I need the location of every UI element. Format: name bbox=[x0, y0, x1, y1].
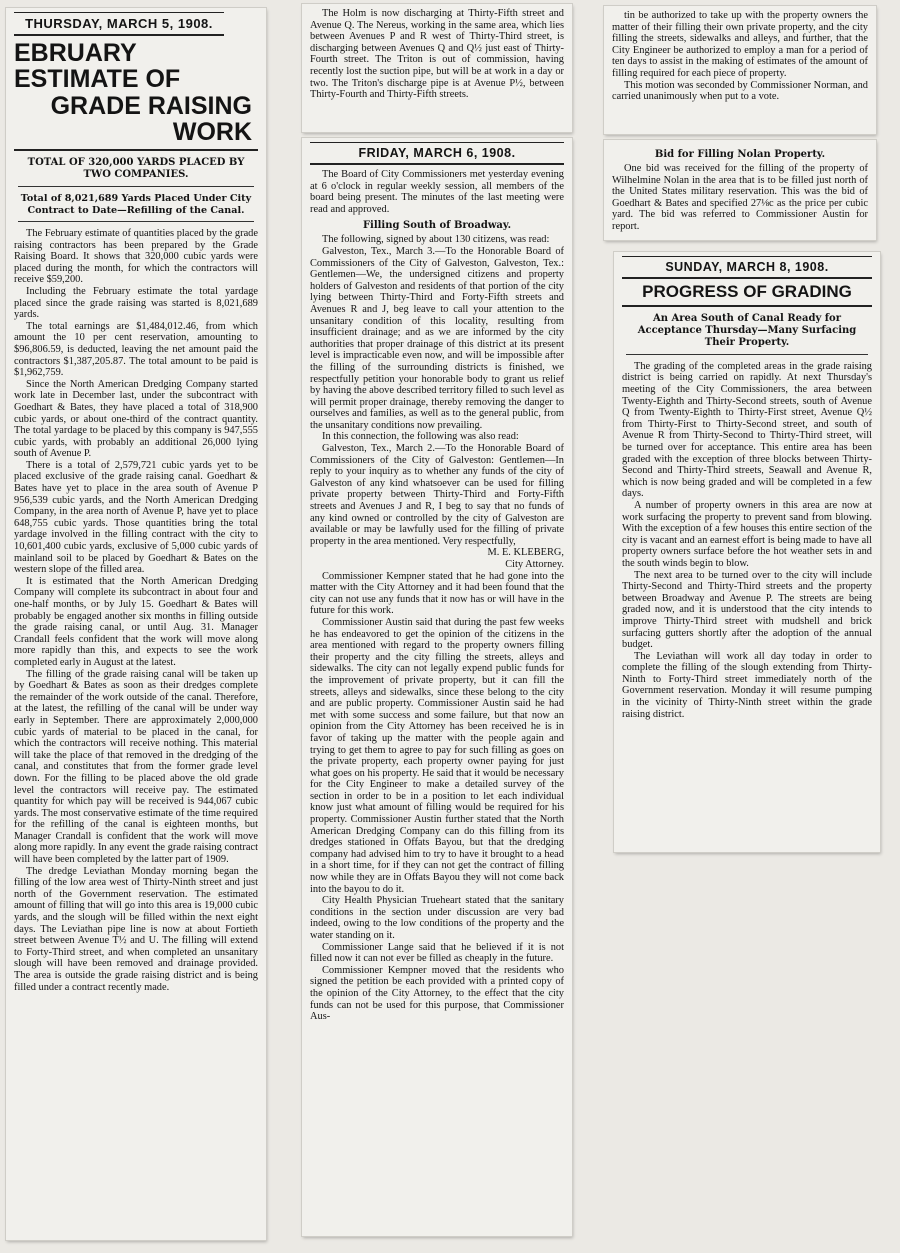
paragraph: Commissioner Kempner moved that the residents who signed the petition be each provided with a printed copy of the opinion of the City Attorney, to the effect that the city funds can not be used for this purpose, that Commissioner Aus- bbox=[310, 964, 564, 1023]
clipping-continuation-2 bbox=[604, 6, 876, 134]
paragraph: The Board of City Commissioners met yesterday evening at 6 o'clock in regular weekly session, all members of the board being present. The minutes of the last meeting were read and approved. bbox=[310, 169, 564, 215]
headline bbox=[14, 40, 258, 151]
paragraph: Including the February estimate the total yardage placed since the grade raising was started is 8,021,689 yards. bbox=[14, 285, 258, 321]
article-body bbox=[14, 228, 258, 993]
headline-line-1: EBRUARY ESTIMATE OF bbox=[14, 39, 181, 94]
clipping-thursday bbox=[6, 8, 266, 1240]
paragraph: City Health Physician Trueheart stated that the sanitary conditions in the section under discussion are very bad indeed, owing to the low conditions of the property and the water standing on it. bbox=[310, 895, 564, 941]
article-body bbox=[612, 163, 868, 233]
subhead: Filling South of Broadway. bbox=[362, 220, 512, 232]
dateline: THURSDAY, MARCH 5, 1908. bbox=[14, 12, 224, 36]
paragraph: The grading of the completed areas in the grade raising district is being carried on rapidly. At next Thursday's meeting of the City Commissioners, the area between Twenty-Eighth and Thirty-Second streets, south of Avenue Q from Twenty-Eighth to Thirty-First street, Avenue Q½ from Thirty-First to Thirty-Second street, and south of Avenue R from Thirty-Second to Thirty-Third street, will be turned over for acceptance. This entire area has been graded with the exception of three blocks between Thirty-Second and Thirty-Third streets, Seawall and Avenue R, which is now being graded and will be completed in a few days. bbox=[622, 360, 872, 500]
deck-secondary: Total of 8,021,689 Yards Placed Under City Contract to Date—Refilling of the Canal. bbox=[18, 193, 254, 222]
paragraph: Commissioner Kempner stated that he had gone into the matter with the City Attorney and it had been found that the city can not use any funds that it now has or will have in the future for this work. bbox=[310, 570, 564, 617]
deck-primary: TOTAL OF 320,000 YARDS PLACED BY TWO COMPANIES. bbox=[18, 157, 254, 187]
paragraph: Commissioner Austin said that during the past few weeks he has endeavored to get the opinion of the citizens in the area mentioned with regard to the property owners filling their property and the city filling the streets, alleys and sidewalks. The city can not legally expend public funds for the improvement of private property, but it can fill the streets, alleys and sidewalks, since these belong to the city and are public property. Commissioner Austin said he had met with some success and some failure, but that now an opinion from the City Attorney has been received he is in favor of taking up the matter with the people again and trying to get them to agree to pay for such filling as goes on the private property, each property owner paying for just what goes on his property. He said that it would be necessary for the City Engineer to make a detailed survey of the section in order to be in a position to let each individual know just what amount of filling would be required for his property. Commissioner Austin further stated that the North American Dredging Company can do this filling from its dredges stationed in Offats Bayou, but that the dredging company had advised him to try to have it brought to a head in a short time, for if they can not get the contract of filling now while they are in Offats Bayou they will not come back into the bayou to do it. bbox=[310, 616, 564, 895]
paragraph: Galveston, Tex., March 2.—To the Honorable Board of Commissioners of the City of Galveston: Gentlemen—In reply to your inquiry as to whether any funds of the city of Galveston of any kind whatsoever can be used for filling private property between Thirty-Third and Forty-Fifth streets and Avenues J and R, I beg to say that no funds of any kind owned or controlled by the city of Galveston are available or may be lawfully used for the filling of private property in the area mentioned. Very respectfully, bbox=[310, 443, 564, 547]
paragraph: The total earnings are $1,484,012.46, from which amount the 10 per cent reservation, amounting to $96,806.59, is deducted, leaving the net amount paid the contractors $1,387,205.87. The total amount to be paid is $1,962,759. bbox=[14, 320, 258, 379]
signature-title: City Attorney. bbox=[505, 559, 564, 570]
paragraph: In this connection, the following was also read: bbox=[322, 431, 519, 443]
article-body bbox=[310, 8, 564, 101]
paragraph: The Holm is now discharging at Thirty-Fifth street and Avenue Q. The Nereus, working in the same area, which lies between Avenues P and R west of Thirty-Third street, is discharging between Avenues Q and Q½ just east of Thirty-Fourth street. The Triton is out of commission, having recently lost the suction pipe, but will be at work in a day or two. The Triton's discharge pipe is at Avenue P½, between Thirty-Fourth and Thirty-Fifth streets. bbox=[310, 8, 564, 101]
paragraph: The filling of the grade raising canal will be taken up by Goedhart & Bates as soon as their dredges complete the remainder of the work outside of the canal. Therefore, at the latest, the refilling of the canal will be under way early in September. There are approximately 2,000,000 cubic yards of material to be placed in the canal, for which the contractors will receive nothing. This material will take the place of that removed in the dredging of the canal, and constitutes that from the former grade level down. For the filling to be placed above the old grade level the contractors will receive pay. The estimated quantity for which pay will be received is 944,067 cubic yards. The most conservative estimate of the time required for the refilling of the canal is eighteen months, but Manager Crandall is confident that the work will move along more rapidly. In any event the grade raising contract will have been completed by the latter part of 1909. bbox=[14, 668, 258, 866]
dateline: SUNDAY, MARCH 8, 1908. bbox=[622, 256, 872, 279]
paragraph: tin be authorized to take up with the property owners the matter of their filling their own private property, and the city filling the streets, sidewalks and alleys, and further, that the City Engineer be authorized to employ a man for a period of ten days to assist in the making of estimates of the amount of filling required for each piece of property. bbox=[612, 10, 868, 79]
article-body bbox=[622, 361, 872, 720]
clipping-continuation bbox=[302, 4, 572, 132]
paragraph: The next area to be turned over to the city will include Thirty-Second and Thirty-Third streets and the property between Broadway and Avenue P. The streets are being graded now, and it is understood that the city intends to improve Thirty-Third street with mudshell and brick surfacing gutters shortly after the adoption of the annual budget. bbox=[622, 569, 872, 651]
paragraph: Galveston, Tex., March 3.—To the Honorable Board of Commissioners of the City of Galveston, Galveston, Tex.: Gentlemen—We, the undersigned citizens and property holders of Galveston and residents of that portion of the city lying between Thirty-Third and Forty-Fifth streets and Avenues R and J, beg leave to call your attention to the unsanitary condition of this locality, resulting from insufficient drainage; and as we are informed by the city authorities that proper drainage of this district at its present level is impracticable even now, and will be impossible after the filling of the surrounding districts is finished, we respectfully petition your honorable body to grant us relief by having the above described territory filled to such level as will permit proper drainage, thereby removing the danger to ourselves and families, as well as to the general public, from the unsanitary conditions now prevailing. bbox=[310, 245, 564, 431]
signature-name: M. E. KLEBERG, bbox=[487, 547, 564, 559]
paragraph: The Leviathan will work all day today in order to complete the filling of the slough extending from Thirty-Ninth to Forty-Third street immediately north of the Government reservation. Monday it will resume pumping in the vicinity of Thirty-Ninth street within the grade raising district. bbox=[622, 650, 872, 720]
clipping-sunday bbox=[614, 252, 880, 852]
clipping-friday bbox=[302, 138, 572, 1236]
clipping-nolan-bid bbox=[604, 140, 876, 240]
headline-line-2: GRADE RAISING WORK bbox=[50, 91, 252, 146]
paragraph: This motion was seconded by Commissioner Norman, and carried unanimously when put to a vote. bbox=[612, 79, 868, 103]
paragraph: The dredge Leviathan Monday morning began the filling of the low area west of Thirty-Ninth street and just north of the Government reservation. The estimated amount of filling that will go into this area is 19,000 cubic yards, and the slough will be filled within the next eight days. The Leviathan pipe line is now at about Fortieth street between Avenue T½ and U. The filling will extend to Forty-Third street, and when completed an unsanitary slough will have been removed and drainage provided. The area is outside the grade raising district and is being filled under a contract recently made. bbox=[14, 865, 258, 993]
paragraph: The following, signed by about 130 citizens, was read: bbox=[322, 234, 550, 246]
paragraph: It is estimated that the North American Dredging Company will complete its subcontract in about four and one-half months, or by July 15. Goedhart & Bates will probably be engaged another six months in filling outside the grade raising canal, or until Aug. 31. Manager Crandall feels confident that the work will move along more rapidly than this, and expects to see the work completed early in August at the latest. bbox=[14, 575, 258, 668]
dateline: FRIDAY, MARCH 6, 1908. bbox=[310, 142, 564, 165]
paragraph: One bid was received for the filling of the property of Wilhelmine Nolan in the area that is to be filled just north of the United States military reservation. This was the bid of Goedhart & Bates and specified 27⅛c as the price per cubic yard. The bid was referred to Commissioner Austin for report. bbox=[612, 163, 868, 232]
article-body bbox=[310, 169, 564, 1023]
deck: An Area South of Canal Ready for Acceptance Thursday—Many Surfacing Their Property. bbox=[626, 313, 868, 355]
paragraph: Commissioner Lange said that he believed if it is not filled now it can not ever be filled as cheaply in the future. bbox=[310, 941, 564, 965]
paragraph: Since the North American Dredging Company started work late in December last, under the subcontract with Goedhart & Bates, they have placed a total of 318,900 cubic yards, or about one-third of the contract quantity. The total yardage to be placed by this company is 947,555 cubic yards, with probably an additional 26,000 lying south of Avenue P. bbox=[14, 378, 258, 460]
headline: PROGRESS OF GRADING bbox=[622, 283, 872, 307]
article-body bbox=[612, 10, 868, 103]
subhead: Bid for Filling Nolan Property. bbox=[654, 149, 826, 160]
paragraph: There is a total of 2,579,721 cubic yards yet to be placed exclusive of the grade raising canal. Goedhart & Bates have yet to place in the area south of Avenue P 956,539 cubic yards, and the North American Dredging Company, in the area north of Avenue P, have yet to place 648,755 cubic yards. Those quantities bring the total yardage involved in the filling contract with the city to 10,601,400 cubic yards, exclusive of 5,000 cubic yards of mainland soil to be placed by Goedhart & Bates on the western slope of the filled area. bbox=[14, 459, 258, 576]
paragraph: A number of property owners in this area are now at work surfacing the property to prevent sand from blowing. With the exception of a few houses this entire section of the city is vacant and an earnest effort is being made to have all property owners surface before the hot weather sets in and the south winds begin to blow. bbox=[622, 499, 872, 569]
paragraph: The February estimate of quantities placed by the grade raising contractors has been prepared by the Grade Raising Board. It shows that 320,000 cubic yards were placed during the month, for which the contractors will receive $59,200. bbox=[14, 228, 258, 286]
